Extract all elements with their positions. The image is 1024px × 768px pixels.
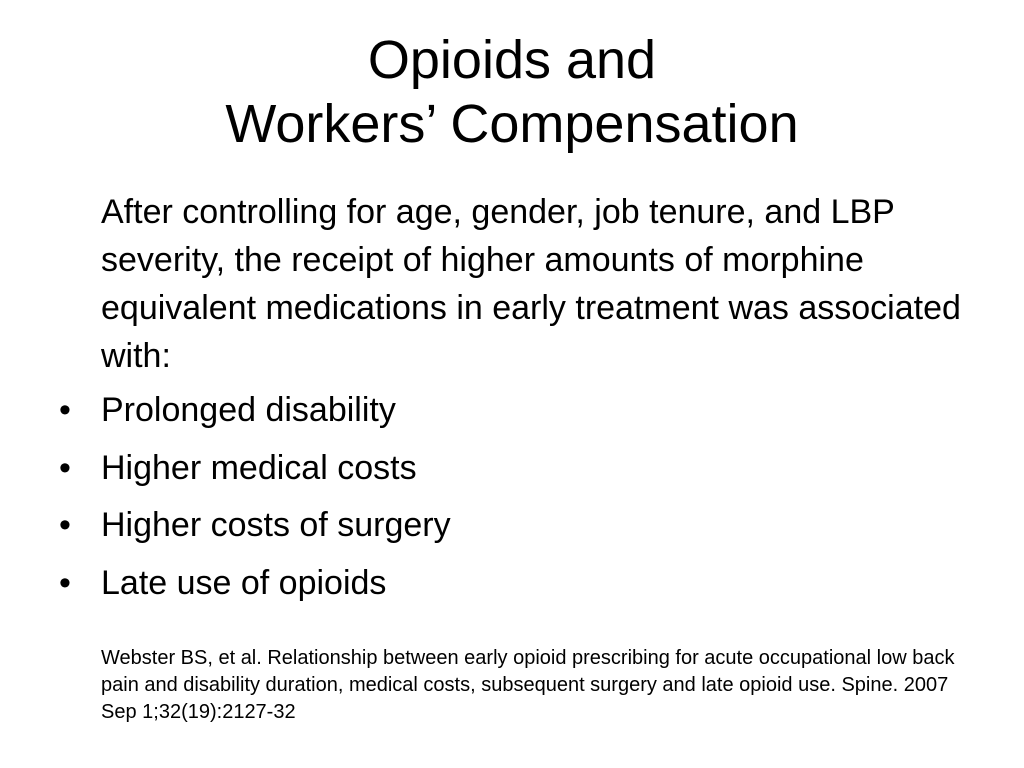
bullet-text: Higher costs of surgery [101, 506, 451, 544]
bullet-item [0, 444, 1024, 502]
bullet-list [0, 386, 1024, 616]
bullet-marker: • [59, 506, 71, 544]
bullet-text: Higher medical costs [101, 448, 417, 487]
bullet-item [0, 559, 1024, 617]
bullet-item [0, 501, 1024, 559]
slide-title [0, 28, 1024, 156]
citation: Webster BS, et al. Relationship between early opioid prescribing for acute occupational low back pain and disability duration, medical costs, subsequent surgery and late opioid use. Spine. 2007 Sep 1;32(19):2127-32 [101, 647, 955, 723]
bullet-marker: • [59, 391, 71, 429]
bullet-item [0, 386, 1024, 444]
bullet-text: Late use of opioids [101, 563, 387, 602]
bullet-marker: • [59, 563, 71, 602]
bullet-marker: • [59, 448, 71, 487]
slide-title-line-1: Opioids and [367, 30, 657, 90]
bullet-text: Prolonged disability [101, 391, 396, 429]
slide-title-line-2: Workers’ Compensation [225, 94, 799, 154]
intro-paragraph: After controlling for age, gender, job tenure, and LBP severity, the receipt of higher amounts of morphine equivalent medications in early treatment was associated with: [101, 193, 961, 375]
